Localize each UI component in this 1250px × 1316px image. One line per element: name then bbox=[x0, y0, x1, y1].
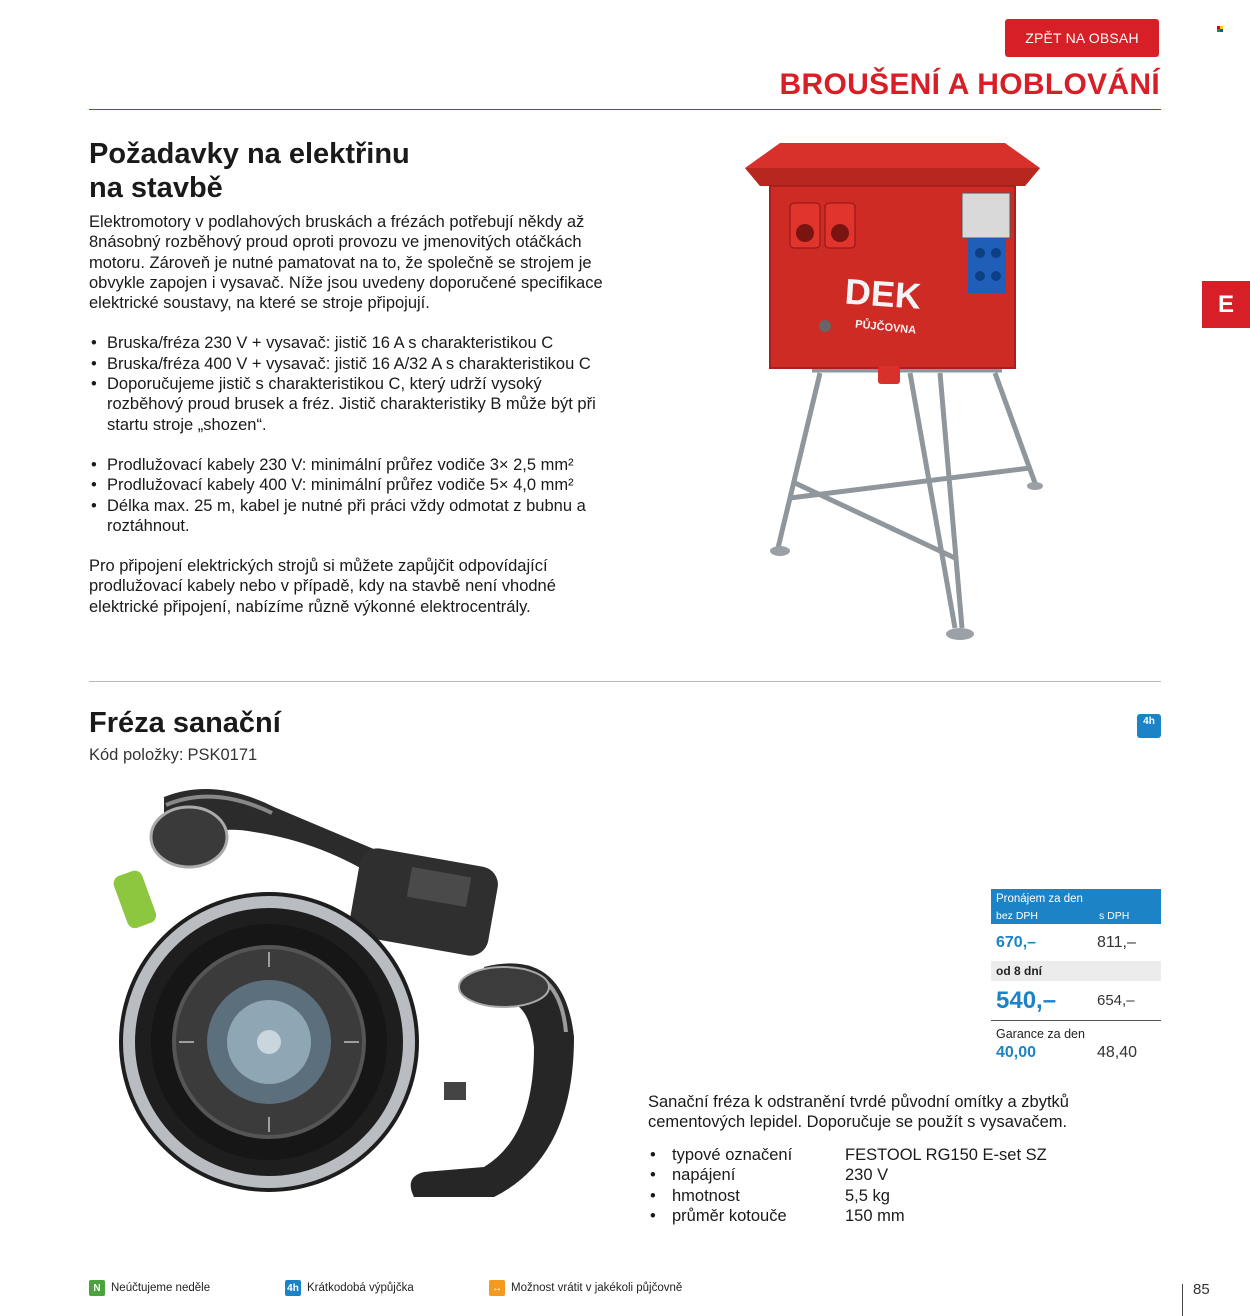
spec-row: • hmotnost 5,5 kg bbox=[650, 1186, 890, 1205]
price-row-day: 670,– 811,– bbox=[996, 933, 1136, 951]
box-sub-label: PŮJČOVNA bbox=[854, 318, 917, 337]
list-item: • Bruska/fréza 230 V + vysavač: jistič 16 A s charakteristikou C bbox=[89, 333, 619, 353]
page-number-divider bbox=[1182, 1284, 1183, 1316]
col-net-label: bez DPH bbox=[996, 910, 1039, 922]
list-item: • Prodlužovací kabely 230 V: minimální průřez vodiče 3× 2,5 mm² bbox=[89, 455, 619, 475]
spec-row: • typové označení FESTOOL RG150 E-set SZ bbox=[650, 1146, 1047, 1164]
header-divider bbox=[89, 109, 1161, 110]
box-brand-label: DEK bbox=[843, 270, 923, 317]
product-title: Fréza sanační bbox=[89, 707, 281, 739]
price-row-long: 540,– 654,– bbox=[991, 981, 1161, 1021]
requirements-title: Požadavky na elektřinu na stavbě bbox=[89, 138, 410, 204]
spec-list bbox=[648, 1145, 1047, 1226]
distribution-box-image bbox=[740, 138, 1045, 653]
back-to-contents-button[interactable]: ZPĚT NA OBSAH bbox=[1005, 19, 1159, 57]
requirements-outro: Pro připojení elektrických strojů si můžete zapůjčit odpovídající prodlužovací kabely nebo v případě, kdy na stavbě není vhodné elektrické připojení, nabízíme různě výkonné elektrocentrály. bbox=[89, 557, 556, 616]
no-sundays-icon: N bbox=[89, 1280, 105, 1296]
price-row-deposit: 40,00 48,40 bbox=[996, 1044, 1138, 1061]
spec-row: • průměr kotouče 150 mm bbox=[650, 1206, 905, 1225]
chapter-tab[interactable]: E bbox=[1202, 281, 1250, 328]
deposit-label: Garance za den bbox=[996, 1027, 1085, 1041]
spec-row: • napájení 230 V bbox=[650, 1166, 889, 1185]
list-item: • Prodlužovací kabely 400 V: minimální průřez vodiče 5× 4,0 mm² bbox=[89, 475, 619, 495]
color-mark-icon bbox=[1217, 26, 1225, 32]
section-title: BROUŠENÍ A HOBLOVÁNÍ bbox=[779, 68, 1160, 101]
short-term-icon: 4h bbox=[285, 1280, 301, 1296]
product-description: Sanační fréza k odstranění tvrdé původní omítky a zbytků cementových lepidel. Doporučuje se použít s vysavačem. bbox=[648, 1093, 1069, 1132]
requirements-intro: Elektromotory v podlahových bruskách a frézách potřebují někdy až 8násobný rozběhový proud oproti provozu ve jmenovitých otáčkách motoru. Zároveň je nutné pamatovat na to, že společně se strojem je obvykle zapojen i vysavač. Níže jsou uvedeny doporučené specifikace elektrické soustavy, na které se stroje připojují. bbox=[89, 213, 603, 313]
section-divider bbox=[89, 681, 1161, 682]
page-number: 85 bbox=[1193, 1281, 1210, 1298]
col-gross-label: s DPH bbox=[1099, 910, 1130, 922]
price-table bbox=[991, 889, 1161, 1065]
price-header: Pronájem za den bez DPH s DPH bbox=[991, 889, 1161, 924]
product-code: Kód položky: PSK0171 bbox=[89, 746, 258, 764]
list-item: • Bruska/fréza 400 V + vysavač: jistič 16 A/32 A s charakteristikou C bbox=[89, 354, 619, 374]
renovation-mill-image bbox=[104, 777, 582, 1219]
list-item: • Doporučujeme jistič s charakteristikou C, který udrží vysoký rozběhový proud brusek a fréz. Jistič charakteristiky B může být při startu stroje „shozen“. bbox=[89, 374, 619, 435]
requirements-body bbox=[89, 212, 619, 617]
short-term-rental-icon: 4h bbox=[1137, 714, 1161, 738]
cable-list bbox=[89, 455, 619, 536]
return-anywhere-icon: ↔ bbox=[489, 1280, 505, 1296]
footer-return-anywhere: ↔ Možnost vrátit v jakékoli půjčovně bbox=[489, 1280, 682, 1296]
footer-short-term: 4h Krátkodobá výpůjčka bbox=[285, 1280, 414, 1296]
price-from-label: od 8 dní bbox=[991, 961, 1161, 981]
breaker-list bbox=[89, 333, 619, 434]
footer-no-sundays: N Neúčtujeme neděle bbox=[89, 1280, 210, 1296]
list-item: • Délka max. 25 m, kabel je nutné při práci vždy odmotat z bubnu a roztáhnout. bbox=[89, 496, 619, 537]
